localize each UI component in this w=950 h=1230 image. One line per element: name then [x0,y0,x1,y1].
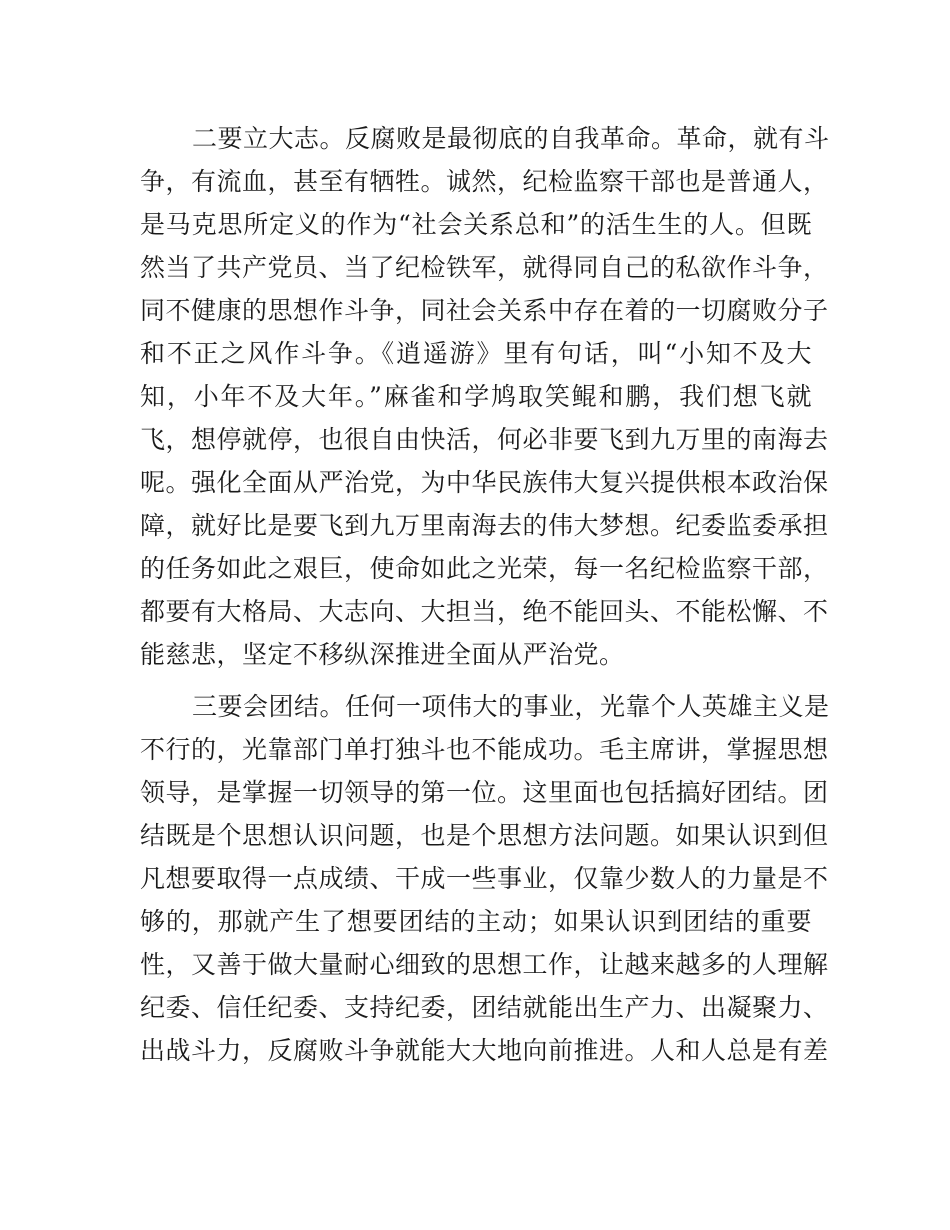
text-line: 的任务如此之艰巨，使命如此之光荣，每一名纪检监察干部， [140,554,829,583]
text-line: 然当了共产党员、当了纪检铁军，就得同自己的私欲作斗争， [140,253,829,282]
text-line: 够的，那就产生了想要团结的主动；如果认识到团结的重要 [140,907,812,936]
text-line: 性，又善于做大量耐心细致的思想工作，让越来越多的人理解 [140,950,829,979]
text-line: 结既是个思想认识问题，也是个思想方法问题。如果认识到但 [140,821,829,850]
text-line: 知，小年不及大年。”麻雀和学鸠取笑鲲和鹏，我们想飞就 [140,382,812,411]
text-line: 能慈悲，坚定不移纵深推进全面从严治党。 [140,640,625,669]
text-line: 都要有大格局、大志向、大担当，绝不能回头、不能松懈、不 [140,597,829,626]
text-line: 和不正之风作斗争。《逍遥游》里有句话，叫“小知不及大 [140,339,812,368]
text-line: 障，就好比是要飞到九万里南海去的伟大梦想。纪委监委承担 [140,511,829,540]
text-line: 凡想要取得一点成绩、干成一些事业，仅靠少数人的力量是不 [140,864,829,893]
text-line: 出战斗力，反腐败斗争就能大大地向前推进。人和人总是有差 [140,1036,829,1065]
text-line: 领导，是掌握一切领导的第一位。这里面也包括搞好团结。团 [140,778,829,807]
paragraph-unity [140,685,830,1072]
text-line: 飞，想停就停，也很自由快活，何必非要飞到九万里的南海去 [140,425,829,454]
text-line: 二要立大志。反腐败是最彻底的自我革命。革命，就有斗 [192,124,830,153]
text-line: 是马克思所定义的作为“社会关系总和”的活生生的人。但既 [140,210,812,239]
text-line: 同不健康的思想作斗争，同社会关系中存在着的一切腐败分子 [140,296,829,325]
text-line: 呢。强化全面从严治党，为中华民族伟大复兴提供根本政治保 [140,468,829,497]
paragraph-resolve [140,117,830,676]
paragraph-spacer [140,676,812,685]
text-line: 纪委、信任纪委、支持纪委，团结就能出生产力、出凝聚力、 [140,993,829,1022]
text-line: 不行的，光靠部门单打独斗也不能成功。毛主席讲，掌握思想 [140,735,829,764]
document-body [140,117,830,1072]
text-line: 三要会团结。任何一项伟大的事业，光靠个人英雄主义是 [192,692,830,721]
text-line: 争，有流血，甚至有牺牲。诚然，纪检监察干部也是普通人， [140,167,829,196]
